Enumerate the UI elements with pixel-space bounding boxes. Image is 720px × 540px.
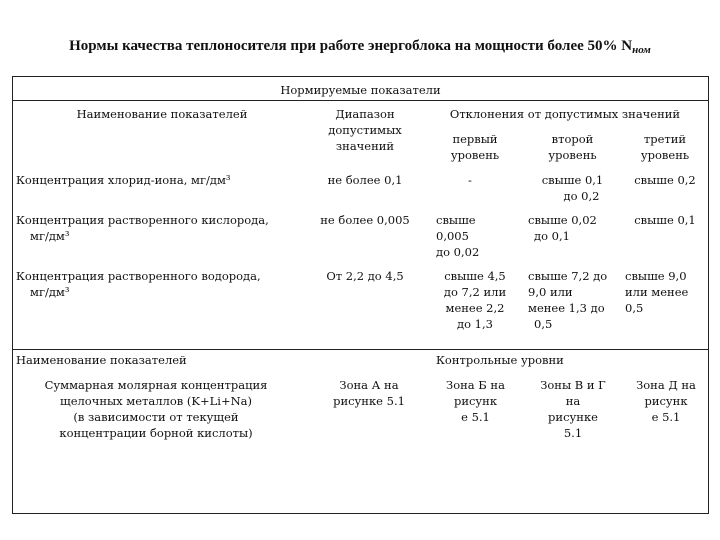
title-subscript: ном xyxy=(632,44,651,56)
row-alkali-name: Суммарная молярная концентрация щелочных металлов (K+Li+Na) (в зависимости от текущей концентрации борной кислоты) xyxy=(44,378,268,440)
row-chloride-range: не более 0,1 xyxy=(327,173,403,187)
col-range-header: Диапазон допустимых значений xyxy=(328,107,402,153)
row-chloride-l3: свыше 0,2 xyxy=(634,173,696,187)
row-hydrogen-range: От 2,2 до 4,5 xyxy=(326,269,404,283)
row-alkali-range: Зона А на рисунке 5.1 xyxy=(333,378,405,408)
row-chloride-l2: свыше 0,1 до 0,2 xyxy=(541,173,604,203)
row-chloride-l1: - xyxy=(468,173,472,187)
row-chloride-name: Концентрация хлорид-иона, мг/дм³ xyxy=(16,173,231,187)
row-alkali-l3: Зона Д на рисунк е 5.1 xyxy=(636,378,696,424)
level-2-header: второй уровень xyxy=(548,132,597,162)
row-hydrogen-l1: свыше 4,5 до 7,2 или менее 2,2 до 1,3 xyxy=(443,269,507,331)
row-oxygen-l1: свыше 0,005 до 0,02 xyxy=(436,213,480,259)
section2-control-header: Контрольные уровни xyxy=(436,353,564,367)
row-hydrogen-name: Концентрация растворенного водорода, мг/дм³ xyxy=(16,269,261,299)
row-oxygen-name: Концентрация растворенного кислорода, мг/дм³ xyxy=(16,213,269,243)
section-divider xyxy=(12,349,709,350)
row-hydrogen-l3: свыше 9,0 или менее 0,5 xyxy=(625,269,689,315)
row-oxygen-l2: свыше 0,02 до 0,1 xyxy=(528,213,597,243)
section2-name-header: Наименование показателей xyxy=(16,353,187,367)
level-3-header: третий уровень xyxy=(640,132,690,162)
page-title: Нормы качества теплоносителя при работе энергоблока на мощности более 50% $N_{ном}$ xyxy=(69,38,651,56)
level-1-header: первый уровень xyxy=(450,132,500,162)
header-main: Нормируемые показатели xyxy=(280,83,441,97)
col-deviation-header: Отклонения от допустимых значений xyxy=(449,107,681,121)
row-oxygen-range: не более 0,005 xyxy=(320,213,410,227)
row-alkali-l2: Зоны В и Г на рисунке 5.1 xyxy=(540,378,606,440)
row-alkali-l1: Зона Б на рисунк е 5.1 xyxy=(446,378,505,424)
col-name-header: Наименование показателей xyxy=(76,107,248,121)
header-divider xyxy=(12,100,709,101)
row-hydrogen-l2: свыше 7,2 до 9,0 или менее 1,3 до 0,5 xyxy=(528,269,608,331)
row-oxygen-l3: свыше 0,1 xyxy=(634,213,696,227)
